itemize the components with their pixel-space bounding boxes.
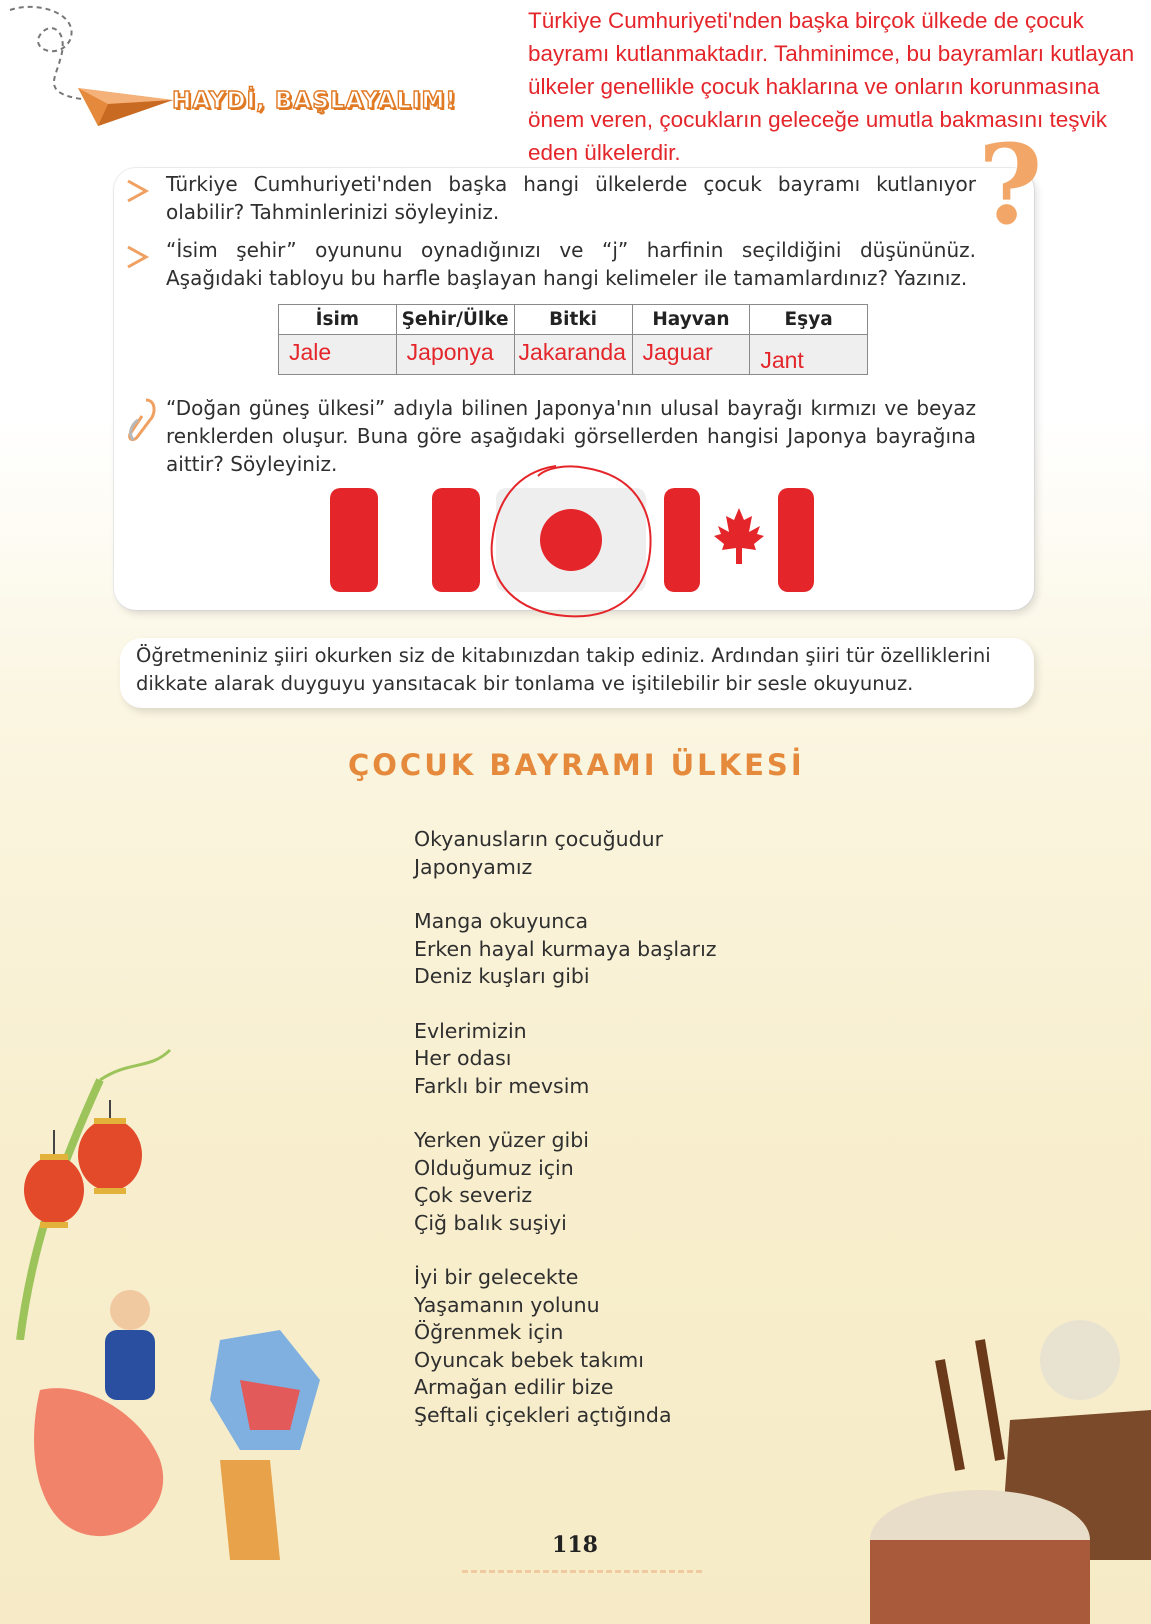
poem-stanza [414, 908, 717, 991]
poem-line: Çok severiz [414, 1183, 533, 1207]
poem-line: Çiğ balık suşiyi [414, 1210, 567, 1235]
poem-line: Öğrenmek için [414, 1320, 564, 1344]
poem-line: Yaşamanın yolunu [414, 1292, 600, 1317]
column-header-sehir: Şehir/Ülke [396, 305, 514, 335]
chevron-right-icon [124, 178, 150, 204]
drummer-illustration [830, 1300, 1151, 1624]
poem-stanza [414, 826, 717, 881]
dancers-illustration [20, 1280, 380, 1580]
poem-line: Şeftali çiçekleri açtığında [414, 1402, 672, 1427]
handwritten-annotation: Türkiye Cumhuriyeti'nden başka birçok ülkede de çocuk bayramı kutlanmaktadır. Tahminimce, bu bayramları kutlayan ülkeler genellikle çocuk haklarına ve onların korunmasına önem veren, çocukların geleceğe umutla bakmasını teşvik eden ülkelerdir. [528, 8, 1135, 165]
poem-title: ÇOCUK BAYRAMI ÜLKESİ [348, 748, 805, 782]
answer-hayvan[interactable]: Jaguar [632, 335, 750, 375]
poem-line: İyi bir gelecekte [414, 1265, 579, 1289]
answer-bitki[interactable]: Jakaranda [514, 335, 632, 375]
question-mark-icon: ? [978, 120, 1043, 249]
poem-line: Her odası [414, 1046, 512, 1070]
peru-flag[interactable] [330, 488, 480, 592]
question-3: “Doğan güneş ülkesi” adıyla bilinen Japonya'nın ulusal bayrağı kırmızı ve beyaz renklerden oluşur. Buna göre aşağıdaki görsellerden hangisi Japonya bayrağına aittir? Söyleyiniz. [166, 396, 976, 476]
poem-stanza [414, 1127, 717, 1237]
poem-line: Deniz kuşları gibi [414, 964, 590, 988]
column-header-esya: Eşya [750, 305, 868, 335]
poem-line: Okyanusların çocuğudur [414, 827, 664, 851]
poem-line: Armağan edilir bize [414, 1375, 614, 1399]
poem-line: Erken hayal kurmaya başlarız [414, 936, 717, 961]
page-number: 118 [552, 1532, 598, 1558]
question-1: Türkiye Cumhuriyeti'nden başka hangi ülkelerde çocuk bayramı kutlanıyor olabilir? Tahminlerinizi söyleyiniz. [166, 172, 976, 224]
poem-line: Japonyamız [414, 854, 533, 879]
paper-plane-icon [78, 78, 173, 128]
answer-sehir[interactable]: Japonya [396, 335, 514, 375]
canada-flag[interactable] [664, 488, 814, 592]
poem-line: Yerken yüzer gibi [414, 1128, 589, 1152]
poem-line: Farklı bir mevsim [414, 1073, 590, 1098]
poem-line: Manga okuyunca [414, 909, 589, 933]
poem-line: Evlerimizin [414, 1018, 527, 1043]
poem-stanza [414, 1018, 717, 1101]
column-header-isim: İsim [279, 305, 397, 335]
column-header-hayvan: Hayvan [632, 305, 750, 335]
paperclip-icon [126, 396, 160, 446]
poem-stanza [414, 1264, 717, 1429]
section-title: HAYDİ, BAŞLAYALIM! [172, 88, 457, 114]
selection-circle-annotation [486, 462, 662, 622]
poem-line: Olduğumuz için [414, 1155, 574, 1180]
answer-esya[interactable]: Jant [750, 335, 868, 375]
question-2: “İsim şehir” oyununu oynadığınızı ve “j” harfinin seçildiğini düşününüz. Aşağıdaki tabloyu bu harfle başlayan hangi kelimeler ile tamamlardınız? Yazınız. [166, 238, 976, 290]
word-game-table [278, 304, 868, 375]
poem-body [414, 826, 717, 1456]
column-header-bitki: Bitki [514, 305, 632, 335]
instruction-text: Öğretmeniniz şiiri okurken siz de kitabınızdan takip ediniz. Ardından şiiri tür özelliklerini dikkate alarak duyguyu yansıtacak bir tonlama ve işitilebilir bir sesle okuyunuz. [136, 644, 991, 695]
page-divider [462, 1570, 702, 1573]
poem-line: Oyuncak bebek takımı [414, 1347, 644, 1372]
chevron-right-icon [124, 244, 150, 270]
answer-isim[interactable]: Jale [279, 335, 397, 375]
